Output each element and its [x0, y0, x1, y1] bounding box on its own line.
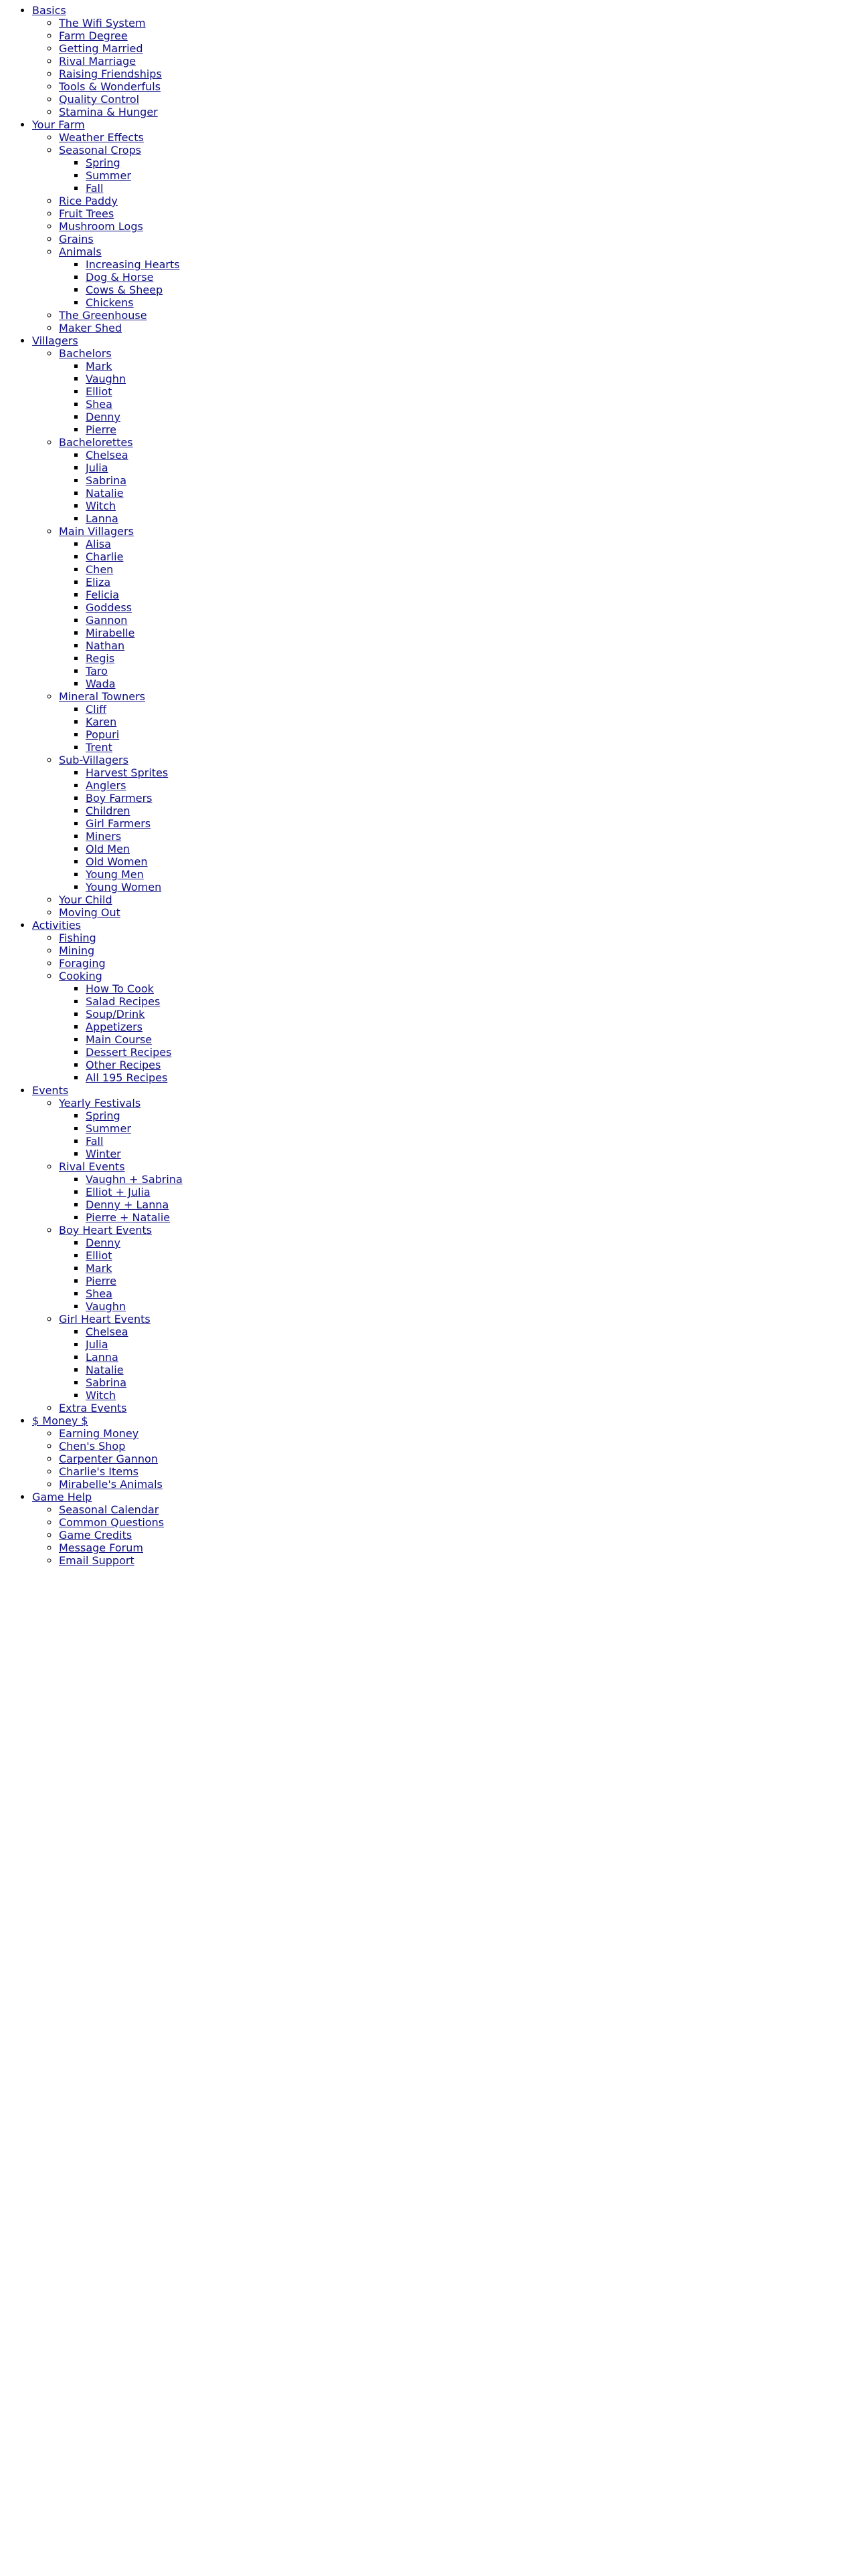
nav-item-message-forum — [59, 1541, 859, 1554]
nav-item-julia — [86, 461, 859, 474]
nav-item-rival-marriage — [59, 55, 859, 68]
nav-link-cows-sheep[interactable]: Cows & Sheep — [86, 284, 163, 296]
nav-item-harvest-sprites — [86, 766, 859, 779]
nav-link-yearly-festivals[interactable]: Yearly Festivals — [59, 1097, 141, 1109]
nav-submenu — [59, 1325, 859, 1402]
nav-item-other-recipes — [86, 1059, 859, 1071]
nav-item-karen — [86, 716, 859, 728]
nav-item-yearly-festivals — [59, 1097, 859, 1160]
nav-submenu — [59, 1237, 859, 1313]
nav-item-appetizers — [86, 1021, 859, 1033]
nav-item-tools-wonderfuls — [59, 80, 859, 93]
nav-item-foraging — [59, 957, 859, 970]
nav-link-wada[interactable]: Wada — [86, 677, 116, 690]
nav-item-moving-out — [59, 906, 859, 919]
nav-item-common-questions — [59, 1516, 859, 1529]
nav-item-charlie — [86, 550, 859, 563]
nav-item-denny-lanna — [86, 1198, 859, 1211]
nav-submenu — [59, 156, 859, 195]
nav-link-sub-villagers[interactable]: Sub-Villagers — [59, 754, 128, 766]
nav-link-other-recipes[interactable]: Other Recipes — [86, 1059, 161, 1071]
nav-item-all-195-recipes — [86, 1071, 859, 1084]
nav-item-weather-effects — [59, 131, 859, 144]
nav-link-pierre[interactable]: Pierre — [86, 423, 116, 436]
nav-item-nathan — [86, 639, 859, 652]
nav-item-young-men — [86, 868, 859, 881]
nav-link-witch[interactable]: Witch — [86, 1389, 116, 1402]
nav-item-denny — [86, 1237, 859, 1249]
nav-link-girl-heart-events[interactable]: Girl Heart Events — [59, 1313, 151, 1325]
nav-item-earning-money — [59, 1427, 859, 1440]
nav-link-fishing[interactable]: Fishing — [59, 932, 96, 944]
nav-link-charlie[interactable]: Charlie — [86, 550, 124, 563]
nav-item-sabrina — [86, 1376, 859, 1389]
nav-link-quality-control[interactable]: Quality Control — [59, 93, 140, 106]
nav-submenu — [32, 1427, 859, 1491]
nav-link-mirabelle[interactable]: Mirabelle — [86, 627, 135, 639]
nav-link-denny[interactable]: Denny — [86, 411, 120, 423]
nav-link-game-help[interactable]: Game Help — [32, 1491, 92, 1503]
nav-item-the-greenhouse — [59, 309, 859, 322]
nav-link-getting-married[interactable]: Getting Married — [59, 42, 143, 55]
nav-link-dessert-recipes[interactable]: Dessert Recipes — [86, 1046, 172, 1059]
nav-link-carpenter-gannon[interactable]: Carpenter Gannon — [59, 1453, 158, 1465]
nav-link-the-greenhouse[interactable]: The Greenhouse — [59, 309, 147, 322]
nav-item-winter — [86, 1148, 859, 1160]
nav-link-mark[interactable]: Mark — [86, 1262, 112, 1275]
nav-link-chelsea[interactable]: Chelsea — [86, 449, 128, 461]
nav-link-boy-farmers[interactable]: Boy Farmers — [86, 792, 153, 804]
nav-item-game-help — [32, 1491, 859, 1567]
nav-item-cooking — [59, 970, 859, 1084]
nav-link-anglers[interactable]: Anglers — [86, 779, 126, 792]
nav-item-taro — [86, 665, 859, 677]
nav-item-spring — [86, 156, 859, 169]
nav-link-boy-heart-events[interactable]: Boy Heart Events — [59, 1224, 153, 1237]
nav-link-dog-horse[interactable]: Dog & Horse — [86, 271, 154, 284]
nav-item-raising-friendships — [59, 68, 859, 80]
nav-link-cliff[interactable]: Cliff — [86, 703, 107, 716]
nav-link-denny[interactable]: Denny — [86, 1237, 120, 1249]
nav-item-witch — [86, 1389, 859, 1402]
nav-item-eliza — [86, 576, 859, 588]
nav-item-girl-heart-events — [59, 1313, 859, 1402]
nav-item-popuri — [86, 728, 859, 741]
nav-link-old-women[interactable]: Old Women — [86, 855, 148, 868]
nav-item-main-villagers — [59, 525, 859, 690]
nav-item-extra-events — [59, 1402, 859, 1414]
nav-item-animals — [59, 245, 859, 309]
nav-item-cows-sheep — [86, 284, 859, 296]
nav-item-mark — [86, 360, 859, 372]
nav-item-fall — [86, 182, 859, 195]
nav-item-pierre — [86, 423, 859, 436]
nav-link-popuri[interactable]: Popuri — [86, 728, 120, 741]
nav-link-mineral-towners[interactable]: Mineral Towners — [59, 690, 145, 703]
nav-item-shea — [86, 1287, 859, 1300]
nav-link-all-195-recipes[interactable]: All 195 Recipes — [86, 1071, 168, 1084]
nav-item-mining — [59, 944, 859, 957]
nav-item-elliot-julia — [86, 1186, 859, 1198]
nav-submenu — [59, 1173, 859, 1224]
nav-item-regis — [86, 652, 859, 665]
nav-link-children[interactable]: Children — [86, 804, 130, 817]
nav-link-earning-money[interactable]: Earning Money — [59, 1427, 139, 1440]
nav-link-pierre[interactable]: Pierre — [86, 1275, 116, 1287]
nav-item-game-credits — [59, 1529, 859, 1541]
nav-link-fruit-trees[interactable]: Fruit Trees — [59, 207, 114, 220]
nav-link-nathan[interactable]: Nathan — [86, 639, 125, 652]
nav-link-elliot[interactable]: Elliot — [86, 385, 112, 398]
nav-link-main-course[interactable]: Main Course — [86, 1033, 153, 1046]
nav-link-chen[interactable]: Chen — [86, 563, 114, 576]
nav-item-your-farm — [32, 118, 859, 334]
nav-item-carpenter-gannon — [59, 1453, 859, 1465]
nav-item-vaughn — [86, 1300, 859, 1313]
nav-link-rival-events[interactable]: Rival Events — [59, 1160, 125, 1173]
nav-item-vaughn — [86, 372, 859, 385]
nav-item-cliff — [86, 703, 859, 716]
nav-menu — [0, 4, 859, 1567]
nav-item-elliot — [86, 1249, 859, 1262]
nav-submenu — [32, 347, 859, 919]
nav-item-chelsea — [86, 1325, 859, 1338]
nav-link-message-forum[interactable]: Message Forum — [59, 1541, 143, 1554]
nav-link-appetizers[interactable]: Appetizers — [86, 1021, 142, 1033]
nav-link-young-men[interactable]: Young Men — [86, 868, 144, 881]
nav-link-winter[interactable]: Winter — [86, 1148, 121, 1160]
nav-item-lanna — [86, 512, 859, 525]
nav-item-miners — [86, 830, 859, 843]
nav-link-main-villagers[interactable]: Main Villagers — [59, 525, 134, 538]
nav-item-julia — [86, 1338, 859, 1351]
nav-link-how-to-cook[interactable]: How To Cook — [86, 982, 154, 995]
nav-item-alisa — [86, 538, 859, 550]
nav-link-game-credits[interactable]: Game Credits — [59, 1529, 132, 1541]
nav-link-fall[interactable]: Fall — [86, 1135, 104, 1148]
nav-item-maker-shed — [59, 322, 859, 334]
nav-link-lanna[interactable]: Lanna — [86, 1351, 118, 1364]
nav-item-boy-farmers — [86, 792, 859, 804]
nav-item-goddess — [86, 601, 859, 614]
nav-item-girl-farmers — [86, 817, 859, 830]
nav-item-chelsea — [86, 449, 859, 461]
nav-item-old-men — [86, 843, 859, 855]
nav-link-mark[interactable]: Mark — [86, 360, 112, 372]
nav-link-increasing-hearts[interactable]: Increasing Hearts — [86, 258, 180, 271]
nav-link-salad-recipes[interactable]: Salad Recipes — [86, 995, 161, 1008]
nav-item-chen-s-shop — [59, 1440, 859, 1453]
nav-link-villagers[interactable]: Villagers — [32, 334, 78, 347]
nav-submenu — [59, 360, 859, 436]
nav-link-denny-lanna[interactable]: Denny + Lanna — [86, 1198, 169, 1211]
nav-item-fall — [86, 1135, 859, 1148]
nav-item-elliot — [86, 385, 859, 398]
nav-item-bachelorettes — [59, 436, 859, 525]
nav-link-bachelorettes[interactable]: Bachelorettes — [59, 436, 133, 449]
nav-item-boy-heart-events — [59, 1224, 859, 1313]
nav-link-natalie[interactable]: Natalie — [86, 1364, 124, 1376]
nav-item-sabrina — [86, 474, 859, 487]
nav-item-fruit-trees — [59, 207, 859, 220]
nav-item-mark — [86, 1262, 859, 1275]
nav-link-sabrina[interactable]: Sabrina — [86, 474, 127, 487]
nav-link-mining[interactable]: Mining — [59, 944, 95, 957]
nav-link-elliot-julia[interactable]: Elliot + Julia — [86, 1186, 151, 1198]
nav-item-events — [32, 1084, 859, 1414]
nav-link-girl-farmers[interactable]: Girl Farmers — [86, 817, 151, 830]
nav-item-spring — [86, 1109, 859, 1122]
nav-item-bachelors — [59, 347, 859, 436]
nav-link-basics[interactable]: Basics — [32, 4, 66, 17]
nav-item-dog-horse — [86, 271, 859, 284]
nav-link-young-women[interactable]: Young Women — [86, 881, 162, 893]
nav-item-pierre-natalie — [86, 1211, 859, 1224]
nav-item-money — [32, 1414, 859, 1491]
nav-item-seasonal-crops — [59, 144, 859, 195]
nav-item-your-child — [59, 893, 859, 906]
nav-link-chen-s-shop[interactable]: Chen's Shop — [59, 1440, 126, 1453]
nav-link-mushroom-logs[interactable]: Mushroom Logs — [59, 220, 143, 233]
nav-link-eliza[interactable]: Eliza — [86, 576, 111, 588]
nav-item-natalie — [86, 487, 859, 500]
nav-item-mirabelle — [86, 627, 859, 639]
nav-link-grains[interactable]: Grains — [59, 233, 94, 245]
nav-item-fishing — [59, 932, 859, 944]
nav-item-felicia — [86, 588, 859, 601]
nav-link-trent[interactable]: Trent — [86, 741, 112, 754]
nav-link-spring[interactable]: Spring — [86, 1109, 120, 1122]
nav-link-raising-friendships[interactable]: Raising Friendships — [59, 68, 162, 80]
nav-item-increasing-hearts — [86, 258, 859, 271]
nav-link-lanna[interactable]: Lanna — [86, 512, 118, 525]
nav-item-mineral-towners — [59, 690, 859, 754]
nav-item-salad-recipes — [86, 995, 859, 1008]
nav-link-extra-events[interactable]: Extra Events — [59, 1402, 127, 1414]
nav-link-gannon[interactable]: Gannon — [86, 614, 128, 627]
nav-link-cooking[interactable]: Cooking — [59, 970, 102, 982]
nav-item-villagers — [32, 334, 859, 919]
nav-submenu — [59, 449, 859, 525]
nav-item-soup-drink — [86, 1008, 859, 1021]
nav-link-julia[interactable]: Julia — [86, 461, 108, 474]
nav-item-sub-villagers — [59, 754, 859, 893]
nav-item-rival-events — [59, 1160, 859, 1224]
nav-link-harvest-sprites[interactable]: Harvest Sprites — [86, 766, 169, 779]
nav-submenu — [32, 932, 859, 1084]
nav-submenu — [59, 982, 859, 1084]
nav-item-seasonal-calendar — [59, 1503, 859, 1516]
nav-item-young-women — [86, 881, 859, 893]
nav-link-sabrina[interactable]: Sabrina — [86, 1376, 127, 1389]
nav-link-spring[interactable]: Spring — [86, 156, 120, 169]
nav-link-farm-degree[interactable]: Farm Degree — [59, 29, 128, 42]
nav-item-charlie-s-items — [59, 1465, 859, 1478]
nav-link-miners[interactable]: Miners — [86, 830, 122, 843]
nav-item-vaughn-sabrina — [86, 1173, 859, 1186]
nav-link-charlie-s-items[interactable]: Charlie's Items — [59, 1465, 139, 1478]
nav-link-vaughn[interactable]: Vaughn — [86, 372, 126, 385]
nav-link-chelsea[interactable]: Chelsea — [86, 1325, 128, 1338]
nav-item-the-wifi-system — [59, 17, 859, 29]
nav-link-rice-paddy[interactable]: Rice Paddy — [59, 195, 118, 207]
nav-link-soup-drink[interactable]: Soup/Drink — [86, 1008, 145, 1021]
nav-link-pierre-natalie[interactable]: Pierre + Natalie — [86, 1211, 171, 1224]
nav-item-pierre — [86, 1275, 859, 1287]
nav-item-anglers — [86, 779, 859, 792]
nav-link-weather-effects[interactable]: Weather Effects — [59, 131, 144, 144]
nav-link-events[interactable]: Events — [32, 1084, 69, 1097]
nav-item-basics — [32, 4, 859, 118]
nav-link-natalie[interactable]: Natalie — [86, 487, 124, 500]
nav-link-summer[interactable]: Summer — [86, 1122, 131, 1135]
nav-link-maker-shed[interactable]: Maker Shed — [59, 322, 122, 334]
nav-link-elliot[interactable]: Elliot — [86, 1249, 112, 1262]
nav-item-children — [86, 804, 859, 817]
nav-item-summer — [86, 169, 859, 182]
nav-item-denny — [86, 411, 859, 423]
nav-submenu — [59, 1109, 859, 1160]
nav-link-animals[interactable]: Animals — [59, 245, 102, 258]
nav-link-seasonal-crops[interactable]: Seasonal Crops — [59, 144, 142, 156]
nav-submenu — [59, 703, 859, 754]
nav-item-main-course — [86, 1033, 859, 1046]
nav-item-witch — [86, 500, 859, 512]
nav-link-alisa[interactable]: Alisa — [86, 538, 111, 550]
nav-submenu — [32, 131, 859, 334]
nav-link-summer[interactable]: Summer — [86, 169, 131, 182]
nav-link-money[interactable]: $ Money $ — [32, 1414, 88, 1427]
nav-submenu — [59, 766, 859, 893]
nav-link-shea[interactable]: Shea — [86, 1287, 112, 1300]
nav-item-summer — [86, 1122, 859, 1135]
nav-link-rival-marriage[interactable]: Rival Marriage — [59, 55, 136, 68]
nav-item-dessert-recipes — [86, 1046, 859, 1059]
nav-link-your-child[interactable]: Your Child — [59, 893, 112, 906]
nav-submenu — [32, 1097, 859, 1414]
nav-item-lanna — [86, 1351, 859, 1364]
nav-link-fall[interactable]: Fall — [86, 182, 104, 195]
nav-item-mirabelle-s-animals — [59, 1478, 859, 1491]
nav-link-the-wifi-system[interactable]: The Wifi System — [59, 17, 146, 29]
nav-link-tools-wonderfuls[interactable]: Tools & Wonderfuls — [59, 80, 161, 93]
nav-item-old-women — [86, 855, 859, 868]
nav-link-felicia[interactable]: Felicia — [86, 588, 120, 601]
nav-link-old-men[interactable]: Old Men — [86, 843, 130, 855]
nav-item-quality-control — [59, 93, 859, 106]
nav-link-witch[interactable]: Witch — [86, 500, 116, 512]
nav-item-getting-married — [59, 42, 859, 55]
nav-item-trent — [86, 741, 859, 754]
nav-link-goddess[interactable]: Goddess — [86, 601, 132, 614]
nav-link-vaughn[interactable]: Vaughn — [86, 1300, 126, 1313]
nav-link-email-support[interactable]: Email Support — [59, 1554, 134, 1567]
nav-link-foraging[interactable]: Foraging — [59, 957, 106, 970]
nav-item-chickens — [86, 296, 859, 309]
nav-item-farm-degree — [59, 29, 859, 42]
nav-submenu — [32, 1503, 859, 1567]
nav-item-activities — [32, 919, 859, 1084]
nav-item-wada — [86, 677, 859, 690]
nav-link-your-farm[interactable]: Your Farm — [32, 118, 85, 131]
nav-link-moving-out[interactable]: Moving Out — [59, 906, 120, 919]
nav-item-shea — [86, 398, 859, 411]
nav-item-natalie — [86, 1364, 859, 1376]
nav-link-shea[interactable]: Shea — [86, 398, 112, 411]
nav-item-mushroom-logs — [59, 220, 859, 233]
nav-link-julia[interactable]: Julia — [86, 1338, 108, 1351]
nav-link-taro[interactable]: Taro — [86, 665, 108, 677]
nav-link-vaughn-sabrina[interactable]: Vaughn + Sabrina — [86, 1173, 183, 1186]
nav-submenu — [59, 258, 859, 309]
nav-link-regis[interactable]: Regis — [86, 652, 115, 665]
nav-submenu — [59, 538, 859, 690]
nav-item-stamina-hunger — [59, 106, 859, 118]
nav-link-chickens[interactable]: Chickens — [86, 296, 134, 309]
nav-item-how-to-cook — [86, 982, 859, 995]
nav-item-email-support — [59, 1554, 859, 1567]
nav-item-rice-paddy — [59, 195, 859, 207]
nav-link-mirabelle-s-animals[interactable]: Mirabelle's Animals — [59, 1478, 163, 1491]
nav-item-gannon — [86, 614, 859, 627]
nav-link-seasonal-calendar[interactable]: Seasonal Calendar — [59, 1503, 159, 1516]
nav-link-common-questions[interactable]: Common Questions — [59, 1516, 165, 1529]
nav-submenu — [32, 17, 859, 118]
nav-link-activities[interactable]: Activities — [32, 919, 81, 932]
nav-link-bachelors[interactable]: Bachelors — [59, 347, 112, 360]
nav-link-karen[interactable]: Karen — [86, 716, 117, 728]
nav-item-grains — [59, 233, 859, 245]
nav-link-stamina-hunger[interactable]: Stamina & Hunger — [59, 106, 158, 118]
nav-item-chen — [86, 563, 859, 576]
